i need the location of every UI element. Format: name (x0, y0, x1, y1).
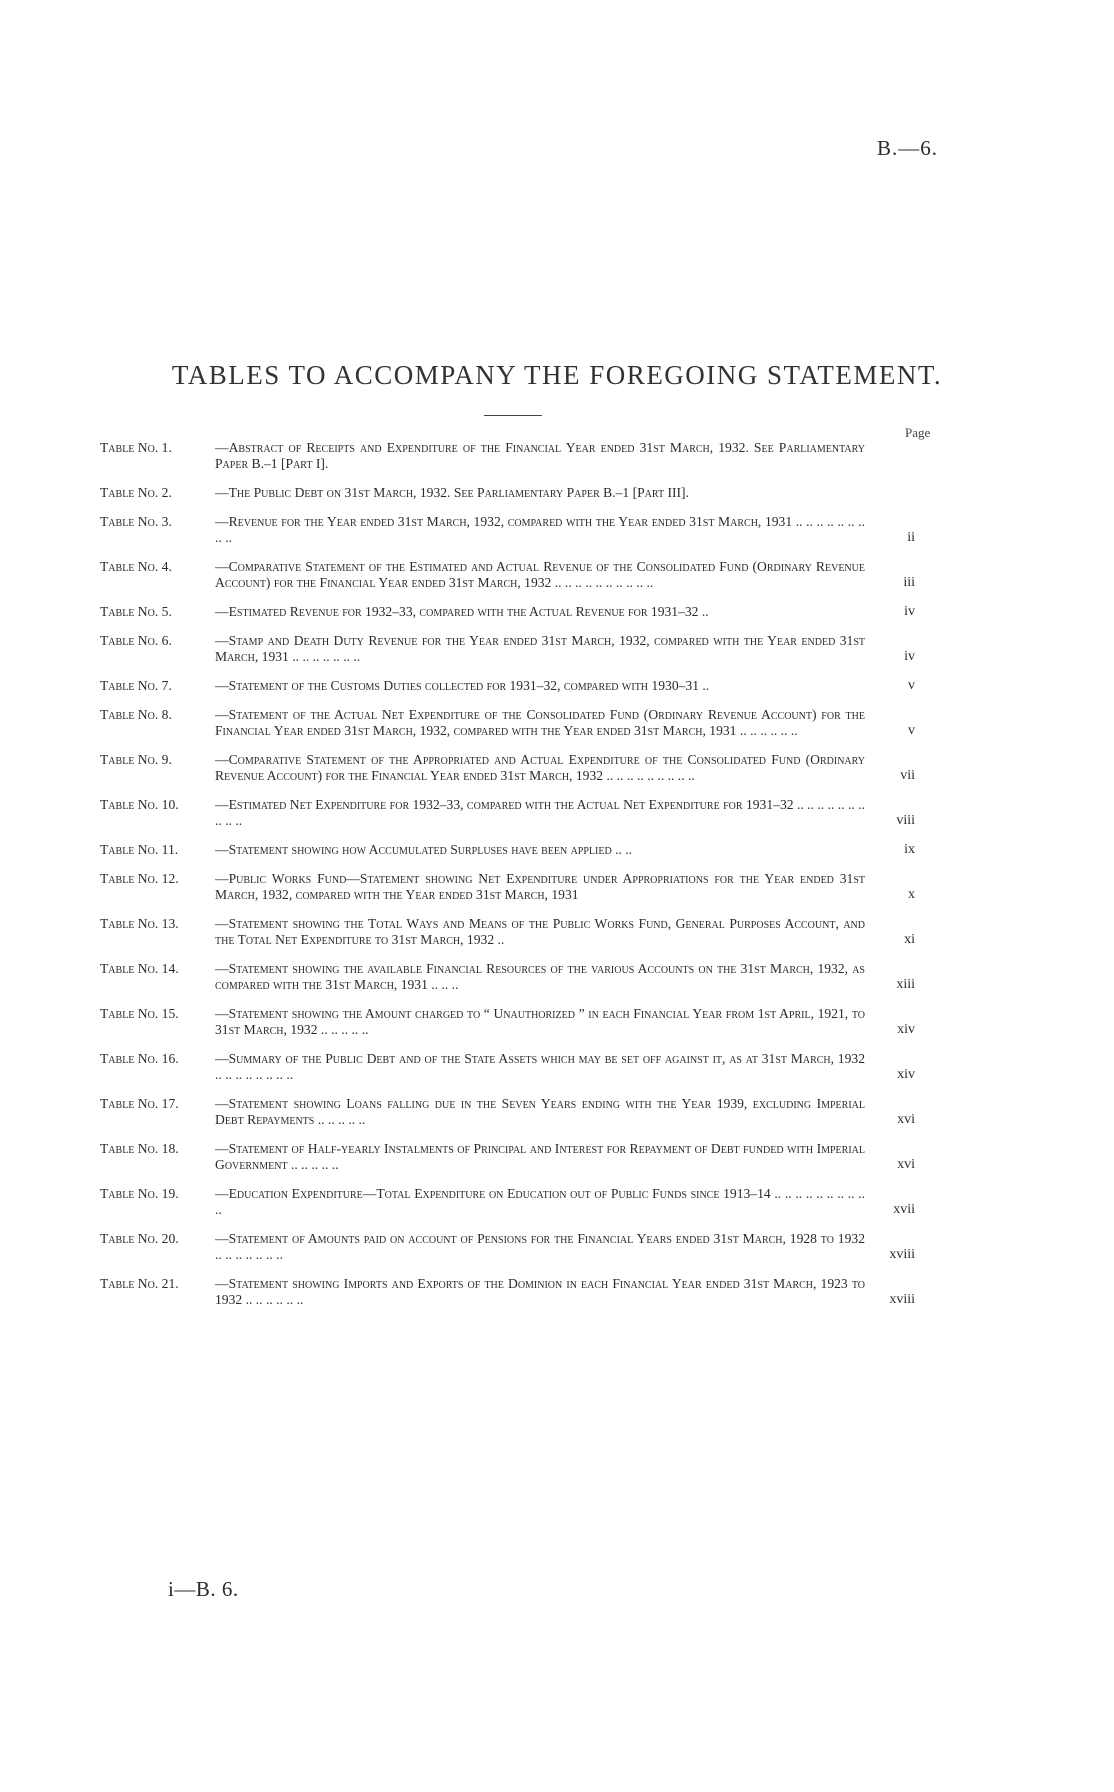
toc-entry (100, 604, 930, 620)
toc-entry-page: viii (896, 813, 915, 828)
toc-entry (100, 916, 930, 948)
toc-entry-page: ix (904, 842, 915, 857)
toc-entry-number: Table No. 16. (100, 1051, 179, 1066)
toc-entry-number: Table No. 8. (100, 707, 172, 722)
table-of-contents (100, 440, 930, 1321)
toc-entry (100, 559, 930, 591)
toc-entry-page: x (908, 887, 915, 902)
toc-entry (100, 752, 930, 784)
toc-entry (100, 1006, 930, 1038)
toc-entry-title: —Estimated Revenue for 1932–33, compared with the Actual Revenue for 1931–32 .. (215, 604, 709, 619)
toc-entry (100, 514, 930, 546)
toc-entry-number: Table No. 12. (100, 871, 179, 886)
toc-entry-page: xvi (897, 1112, 915, 1127)
toc-entry-title: —Statement showing the Amount charged to “ Unauthorized ” in each Financial Year from 1st April, 1921, to 31st March, 1932 .. .. .. .. .. (215, 1006, 865, 1037)
toc-entry (100, 1096, 930, 1128)
toc-entry-title: —Summary of the Public Debt and of the State Assets which may be set off against it, as at 31st March, 1932 .. .. .. .. .. .. .. .. (215, 1051, 865, 1082)
toc-entry-number: Table No. 6. (100, 633, 172, 648)
toc-entry-number: Table No. 5. (100, 604, 172, 619)
toc-entry-page: ii (907, 530, 915, 545)
page-reference: B.—6. (876, 136, 938, 160)
toc-entry (100, 1186, 930, 1218)
toc-entry-title: —Statement showing how Accumulated Surpluses have been applied .. .. (215, 842, 633, 857)
toc-entry-number: Table No. 10. (100, 797, 179, 812)
toc-entry-title: —Statement of Amounts paid on account of Pensions for the Financial Years ended 31st March, 1928 to 1932 .. .. .. .. .. .. .. (215, 1231, 865, 1262)
toc-entry-page: xvii (893, 1202, 915, 1217)
page-title: TABLES TO ACCOMPANY THE FOREGOING STATEMENT. (171, 360, 943, 390)
toc-entry-title: —Revenue for the Year ended 31st March, 1932, compared with the Year ended 31st March, 1931 .. .. .. .. .. .. .. .. .. (215, 514, 865, 545)
toc-entry-page: v (908, 723, 915, 738)
toc-entry-number: Table No. 17. (100, 1096, 179, 1111)
toc-entry-page: xi (904, 932, 915, 947)
toc-entry-page: iii (903, 575, 915, 590)
toc-entry-title: —Statement showing Loans falling due in the Seven Years ending with the Year 1939, excluding Imperial Debt Repayments .. .. .. .. .. (215, 1096, 865, 1127)
toc-entry-title: —Public Works Fund—Statement showing Net Expenditure under Appropriations for the Year ended 31st March, 1932, compared with the Year ended 31st March, 1931 (215, 871, 865, 902)
toc-entry-title: —Statement of the Actual Net Expenditure of the Consolidated Fund (Ordinary Revenue Account) for the Financial Year ended 31st March, 1932, compared with the Year ended 31st March, 1931 .. .. .. .. .. .. (215, 707, 865, 738)
toc-entry-title: —Abstract of Receipts and Expenditure of the Financial Year ended 31st March, 1932. See Parliamentary Paper B.–1 [Part I]. (215, 440, 865, 471)
toc-entry-number: Table No. 19. (100, 1186, 179, 1201)
toc-entry-number: Table No. 7. (100, 678, 172, 693)
toc-entry-page: iv (904, 604, 915, 619)
toc-entry-number: Table No. 1. (100, 440, 172, 455)
toc-entry-title: —The Public Debt on 31st March, 1932. See Parliamentary Paper B.–1 [Part III]. (215, 485, 689, 500)
toc-entry-title: —Comparative Statement of the Appropriated and Actual Expenditure of the Consolidated Fund (Ordinary Revenue Account) for the Financial Year ended 31st March, 1932 .. .. .. .. .. .. .. .. .. (215, 752, 865, 783)
toc-entry-number: Table No. 13. (100, 916, 179, 931)
toc-entry (100, 1051, 930, 1083)
toc-entry-number: Table No. 20. (100, 1231, 179, 1246)
toc-entry-page: xiii (896, 977, 915, 992)
toc-entry-title: —Statement of Half-yearly Instalments of Principal and Interest for Repayment of Debt funded with Imperial Government .. .. .. .. .. (215, 1141, 865, 1172)
toc-entry-title: —Comparative Statement of the Estimated and Actual Revenue of the Consolidated Fund (Ordinary Revenue Account) for the Financial Year ended 31st March, 1932 .. .. .. .. .. .. .. .. .. .. (215, 559, 865, 590)
toc-entry-number: Table No. 11. (100, 842, 179, 857)
toc-entry (100, 961, 930, 993)
toc-entry (100, 871, 930, 903)
toc-entry-page: v (908, 678, 915, 693)
toc-entry (100, 1141, 930, 1173)
toc-entry-page: xiv (897, 1067, 915, 1082)
toc-entry-title: —Estimated Net Expenditure for 1932–33, compared with the Actual Net Expenditure for 1931–32 .. .. .. .. .. .. .. .. .. .. (215, 797, 865, 828)
toc-entry-number: Table No. 9. (100, 752, 172, 767)
toc-entry (100, 797, 930, 829)
toc-entry (100, 1276, 930, 1308)
toc-entry (100, 440, 930, 472)
toc-entry-page: xvi (897, 1157, 915, 1172)
toc-entry-number: Table No. 15. (100, 1006, 179, 1021)
toc-entry-page: iv (904, 649, 915, 664)
toc-entry-number: Table No. 4. (100, 559, 172, 574)
toc-entry-title: —Stamp and Death Duty Revenue for the Year ended 31st March, 1932, compared with the Year ended 31st March, 1931 .. .. .. .. .. .. .. (215, 633, 865, 664)
toc-entry (100, 842, 930, 858)
toc-entry-title: —Statement showing the Total Ways and Means of the Public Works Fund, General Purposes Account, and the Total Net Expenditure to 31st March, 1932 .. (215, 916, 865, 947)
toc-entry-page: vii (900, 768, 915, 783)
toc-entry-page: xiv (897, 1022, 915, 1037)
title-rule (484, 415, 542, 416)
toc-entry (100, 485, 930, 501)
toc-entry-title: —Statement showing the available Financial Resources of the various Accounts on the 31st March, 1932, as compared with the 31st March, 1931 .. .. .. (215, 961, 865, 992)
toc-entry-title: —Statement of the Customs Duties collected for 1931–32, compared with 1930–31 .. (215, 678, 710, 693)
toc-entry-number: Table No. 14. (100, 961, 179, 976)
toc-entry-number: Table No. 18. (100, 1141, 179, 1156)
toc-entry-number: Table No. 3. (100, 514, 172, 529)
toc-entry-number: Table No. 2. (100, 485, 172, 500)
footer-reference: i—B. 6. (168, 1577, 239, 1601)
toc-entry (100, 1231, 930, 1263)
page-column-label: Page (905, 425, 931, 440)
toc-entry-page: xviii (889, 1292, 915, 1307)
toc-entry (100, 707, 930, 739)
toc-entry (100, 633, 930, 665)
toc-entry (100, 678, 930, 694)
toc-entry-title: —Education Expenditure—Total Expenditure on Education out of Public Funds since 1913–14 .. .. .. .. .. .. .. .. .. .. (215, 1186, 865, 1217)
toc-entry-number: Table No. 21. (100, 1276, 179, 1291)
toc-entry-page: xviii (889, 1247, 915, 1262)
toc-entry-title: —Statement showing Imports and Exports of the Dominion in each Financial Year ended 31st March, 1923 to 1932 .. .. .. .. .. .. (215, 1276, 865, 1307)
